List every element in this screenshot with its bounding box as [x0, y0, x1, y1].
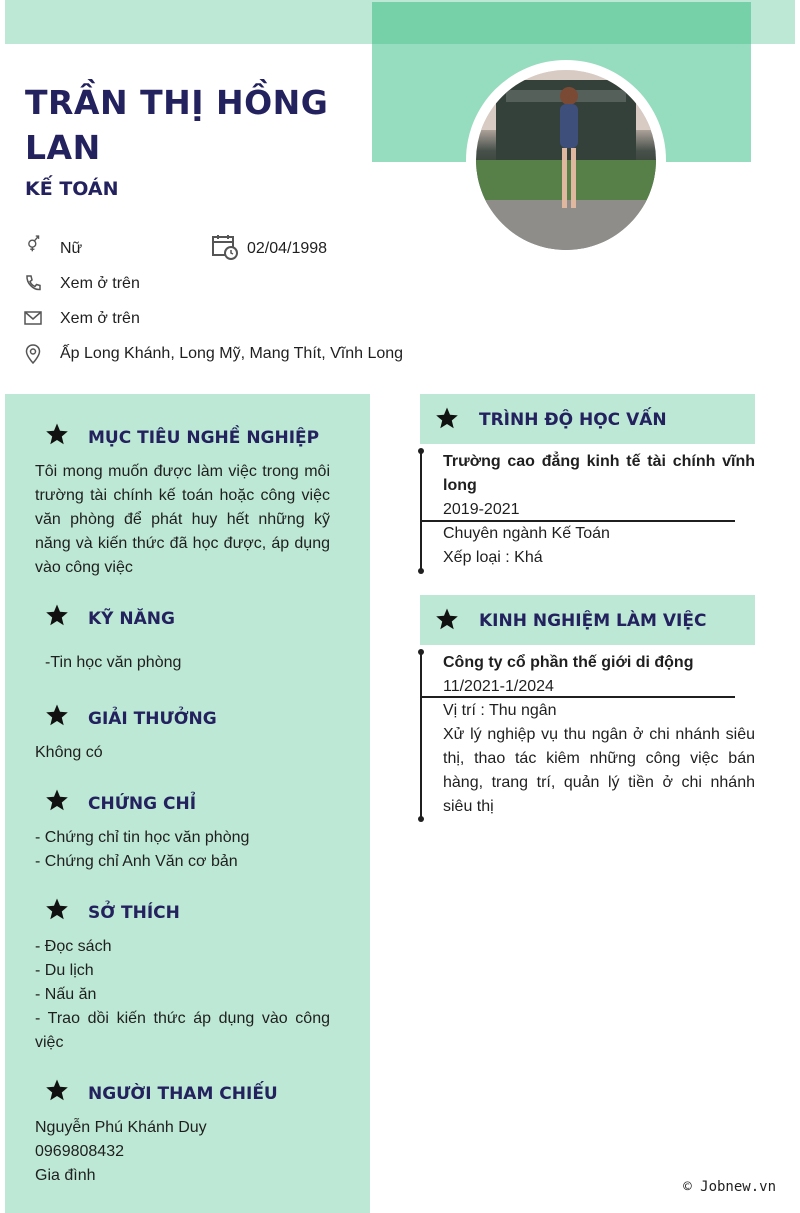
avatar-illustration [476, 70, 656, 250]
certificates-title: CHỨNG CHỈ [88, 794, 197, 814]
phone-icon [24, 274, 42, 297]
awards-text: Không có [35, 744, 103, 761]
skills-title: KỸ NĂNG [88, 609, 175, 629]
gender-icon [24, 234, 42, 257]
list-item: - Du lịch [35, 962, 94, 979]
experience-position: Vị trí : Thu ngân [443, 702, 557, 719]
email-icon [24, 311, 42, 330]
timeline-dot [418, 568, 424, 574]
list-item: - Nấu ăn [35, 986, 97, 1003]
hobbies-title: SỞ THÍCH [88, 903, 180, 923]
job-title: KẾ TOÁN [25, 178, 119, 200]
timeline-dot [418, 448, 424, 454]
certificates-list [35, 826, 335, 874]
star-icon [45, 603, 69, 632]
education-title: TRÌNH ĐỘ HỌC VẤN [479, 410, 667, 430]
objective-text: Tôi mong muốn được làm việc trong môi trường tài chính kế toán hoặc công việc văn phòng để phát huy hết những kỹ năng và kiến thức đã học được, áp dụng vào công việc [35, 463, 330, 576]
star-icon [45, 422, 69, 451]
experience-description: Xử lý nghiệp vụ thu ngân ở chi nhánh siêu thị, thao tác kiêm những công việc bán hàng, trang trí, quản lý tiền ở chi nhánh siêu thị [443, 726, 755, 815]
list-item: - Đọc sách [35, 938, 112, 955]
experience-company: Công ty cổ phần thế giới di động [443, 654, 694, 671]
reference-name: Nguyễn Phú Khánh Duy [35, 1119, 207, 1136]
address-value: Ấp Long Khánh, Long Mỹ, Mang Thít, Vĩnh Long [60, 345, 404, 362]
gender-value: Nữ [60, 240, 83, 257]
experience-timeline [420, 652, 422, 820]
objective-title: MỤC TIÊU NGHỀ NGHIỆP [88, 428, 320, 448]
star-icon [45, 897, 69, 926]
education-major: Chuyên ngành Kế Toán [443, 525, 610, 542]
references-list [35, 1116, 335, 1188]
star-icon [45, 703, 69, 732]
references-title: NGƯỜI THAM CHIẾU [88, 1084, 278, 1104]
candidate-name: TRẦN THỊ HỒNG LAN [25, 83, 329, 167]
experience-title: KINH NGHIỆM LÀM VIỆC [479, 611, 707, 631]
timeline-dot [418, 816, 424, 822]
education-timeline [420, 451, 422, 572]
list-item: - Chứng chỉ Anh Văn cơ bản [35, 853, 238, 870]
education-rank: Xếp loại : Khá [443, 549, 543, 566]
avatar [476, 70, 656, 250]
list-item: - Chứng chỉ tin học văn phòng [35, 829, 250, 846]
education-school: Trường cao đẳng kinh tế tài chính vĩnh long [443, 453, 755, 494]
star-icon [45, 1078, 69, 1107]
experience-period: 11/2021-1/2024 [443, 678, 554, 695]
phone-value: Xem ở trên [60, 275, 140, 292]
education-period: 2019-2021 [443, 501, 520, 518]
calendar-icon [212, 234, 238, 265]
email-value: Xem ở trên [60, 310, 140, 327]
reference-phone: 0969808432 [35, 1143, 124, 1160]
hobbies-list [35, 935, 330, 1055]
timeline-dot [418, 649, 424, 655]
skills-item: -Tin học văn phòng [45, 654, 182, 671]
location-icon [25, 344, 41, 369]
header-block-overlap [372, 2, 751, 44]
dob-value: 02/04/1998 [247, 240, 328, 257]
awards-title: GIẢI THƯỞNG [88, 709, 217, 729]
reference-relation: Gia đình [35, 1167, 96, 1184]
footer-brand: © Jobnew.vn [683, 1179, 776, 1195]
star-icon [45, 788, 69, 817]
star-icon [435, 406, 459, 435]
list-item: - Trao dồi kiến thức áp dụng vào công việc [35, 1010, 330, 1051]
star-icon [435, 607, 459, 636]
